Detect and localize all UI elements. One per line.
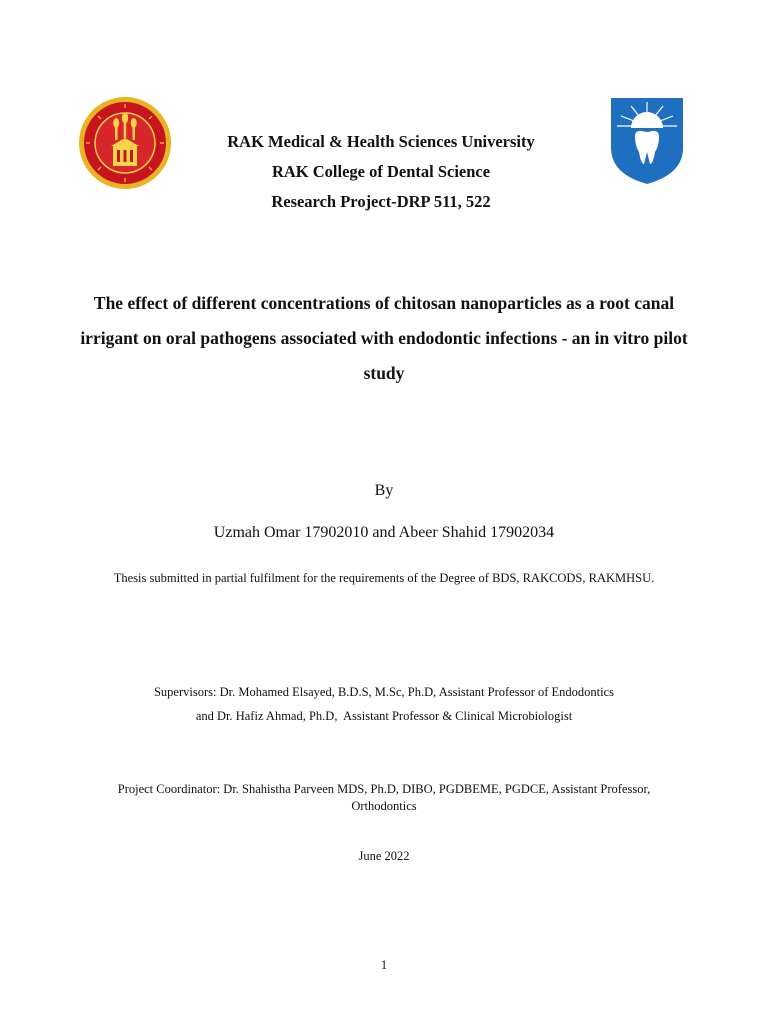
thesis-statement: Thesis submitted in partial fulfilment for the requirements of the Degree of BDS, RAKCODS, RAKMHSU. [113,571,655,585]
supervisors-line-1: Supervisors: Dr. Mohamed Elsayed, B.D.S, M.Sc, Ph.D, Assistant Professor of Endodontics [153,685,615,699]
page-number: 1 [380,958,388,972]
supervisors-line-2: and Dr. Hafiz Ahmad, Ph.D, Assistant Professor & Clinical Microbiologist [195,709,573,723]
authors: Uzmah Omar 17902010 and Abeer Shahid 17902034 [213,524,555,541]
project-coordinator: Project Coordinator: Dr. Shahistha Parveen MDS, Ph.D, DIBO, PGDBEME, PGDCE, Assistant Professor, Orthodontics [117,782,651,813]
thesis-title: The effect of different concentrations of chitosan nanoparticles as a root canal irrigant on oral pathogens associated with endodontic infections - an in vitro pilot study [80,293,688,383]
supervisors [80,680,688,728]
university-name: RAK Medical & Health Sciences University [227,132,535,151]
project-code: Research Project-DRP 511, 522 [271,192,491,211]
submission-date: June 2022 [358,849,410,863]
college-name: RAK College of Dental Science [271,162,491,181]
by-label: By [374,482,394,499]
